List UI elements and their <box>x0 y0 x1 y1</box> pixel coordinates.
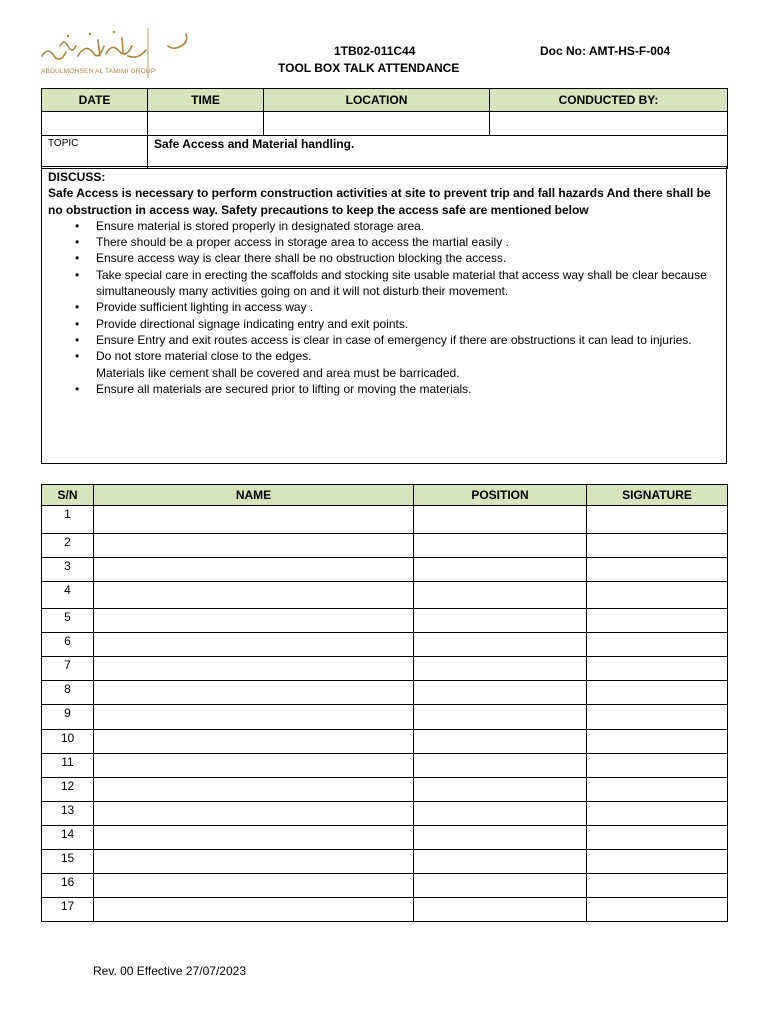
serial-number-cell: 11 <box>42 754 94 778</box>
attendance-header-row <box>42 485 728 506</box>
name-cell[interactable] <box>94 898 414 922</box>
info-entry-row <box>42 112 728 136</box>
info-header-row <box>42 89 728 112</box>
list-item: • There should be a proper access in storage area to access the martial easily . <box>96 234 720 250</box>
name-cell[interactable] <box>94 657 414 681</box>
discussion-box <box>41 166 727 464</box>
table-row <box>42 826 728 850</box>
signature-cell[interactable] <box>587 558 728 582</box>
name-cell[interactable] <box>94 705 414 730</box>
signature-cell[interactable] <box>587 657 728 681</box>
list-item: • Ensure access way is clear there shall be no obstruction blocking the access. <box>96 250 720 266</box>
signature-cell[interactable] <box>587 874 728 898</box>
table-row <box>42 850 728 874</box>
location-header: LOCATION <box>264 89 490 112</box>
position-cell[interactable] <box>414 826 587 850</box>
serial-number-cell: 17 <box>42 898 94 922</box>
serial-number-cell: 8 <box>42 681 94 705</box>
name-cell[interactable] <box>94 633 414 657</box>
topic-label: TOPIC <box>42 136 148 169</box>
safety-points-list <box>48 218 720 397</box>
table-row <box>42 633 728 657</box>
list-item-text: • Do not store material close to the edges. <box>96 349 312 364</box>
signature-cell[interactable] <box>587 705 728 730</box>
attendance-table <box>41 484 728 922</box>
signature-header: SIGNATURE <box>587 485 728 506</box>
serial-number-cell: 10 <box>42 730 94 754</box>
table-row <box>42 582 728 609</box>
table-row <box>42 874 728 898</box>
position-cell[interactable] <box>414 582 587 609</box>
serial-number-cell: 15 <box>42 850 94 874</box>
list-item: • Ensure Entry and exit routes access is clear in case of emergency if there are obstructions it can lead to injuries. <box>96 332 720 348</box>
position-cell[interactable] <box>414 874 587 898</box>
signature-cell[interactable] <box>587 730 728 754</box>
table-row <box>42 705 728 730</box>
name-cell[interactable] <box>94 534 414 558</box>
serial-number-cell: 9 <box>42 705 94 730</box>
table-row <box>42 778 728 802</box>
table-row <box>42 898 728 922</box>
serial-number-cell: 7 <box>42 657 94 681</box>
serial-number-cell: 14 <box>42 826 94 850</box>
name-cell[interactable] <box>94 506 414 534</box>
position-cell[interactable] <box>414 850 587 874</box>
position-cell[interactable] <box>414 558 587 582</box>
position-cell[interactable] <box>414 898 587 922</box>
name-cell[interactable] <box>94 826 414 850</box>
table-row <box>42 802 728 826</box>
position-cell[interactable] <box>414 506 587 534</box>
table-row <box>42 506 728 534</box>
position-cell[interactable] <box>414 681 587 705</box>
list-item: • Ensure all materials are secured prior to lifting or moving the materials. <box>96 381 720 397</box>
serial-number-cell: 1 <box>42 506 94 534</box>
topic-value: Safe Access and Material handling. <box>148 136 728 169</box>
signature-cell[interactable] <box>587 898 728 922</box>
table-row <box>42 681 728 705</box>
signature-cell[interactable] <box>587 802 728 826</box>
position-cell[interactable] <box>414 633 587 657</box>
name-cell[interactable] <box>94 802 414 826</box>
table-row <box>42 609 728 633</box>
serial-number-cell: 5 <box>42 609 94 633</box>
topic-row <box>42 136 728 169</box>
info-table <box>41 88 728 169</box>
serial-number-cell: 12 <box>42 778 94 802</box>
serial-number-cell: 3 <box>42 558 94 582</box>
time-field[interactable] <box>148 112 264 136</box>
sn-header: S/N <box>42 485 94 506</box>
list-item: • Provide directional signage indicating entry and exit points. <box>96 316 720 332</box>
location-field[interactable] <box>264 112 490 136</box>
discuss-heading: DISCUSS: <box>48 170 106 184</box>
serial-number-cell: 13 <box>42 802 94 826</box>
list-item: • Take special care in erecting the scaffolds and stocking site usable material that access way shall be clear because simultaneously many activities going on and it will not disturb their movement. <box>96 267 720 300</box>
position-cell[interactable] <box>414 778 587 802</box>
signature-cell[interactable] <box>587 850 728 874</box>
document-code: 1TB02-011C44 <box>334 44 416 58</box>
name-cell[interactable] <box>94 609 414 633</box>
conducted-by-header: CONDUCTED BY: <box>490 89 728 112</box>
logo-caption: ABDULMOHSEN AL TAMIMI GROUP <box>41 68 156 75</box>
position-cell[interactable] <box>414 657 587 681</box>
table-row <box>42 534 728 558</box>
serial-number-cell: 16 <box>42 874 94 898</box>
list-item: • Ensure material is stored properly in designated storage area. <box>96 218 720 234</box>
position-cell[interactable] <box>414 754 587 778</box>
name-cell[interactable] <box>94 582 414 609</box>
position-cell[interactable] <box>414 730 587 754</box>
conducted-by-field[interactable] <box>490 112 728 136</box>
signature-cell[interactable] <box>587 681 728 705</box>
position-cell[interactable] <box>414 534 587 558</box>
position-cell[interactable] <box>414 705 587 730</box>
list-item <box>96 348 720 381</box>
signature-cell[interactable] <box>587 609 728 633</box>
name-cell[interactable] <box>94 874 414 898</box>
signature-cell[interactable] <box>587 778 728 802</box>
revision-footer: Rev. 00 Effective 27/07/2023 <box>93 964 246 978</box>
serial-number-cell: 2 <box>42 534 94 558</box>
signature-cell[interactable] <box>587 582 728 609</box>
document-title: TOOL BOX TALK ATTENDANCE <box>278 61 460 75</box>
name-cell[interactable] <box>94 754 414 778</box>
name-header: NAME <box>94 485 414 506</box>
table-row <box>42 730 728 754</box>
document-number: Doc No: AMT-HS-F-004 <box>540 44 671 58</box>
position-cell[interactable] <box>414 802 587 826</box>
signature-cell[interactable] <box>587 534 728 558</box>
position-header: POSITION <box>414 485 587 506</box>
list-item: • Provide sufficient lighting in access way . <box>96 299 720 315</box>
list-item-continuation: Materials like cement shall be covered and area must be barricaded. <box>96 365 460 380</box>
table-row <box>42 657 728 681</box>
name-cell[interactable] <box>94 558 414 582</box>
table-row <box>42 754 728 778</box>
time-header: TIME <box>148 89 264 112</box>
name-cell[interactable] <box>94 778 414 802</box>
serial-number-cell: 6 <box>42 633 94 657</box>
signature-cell[interactable] <box>587 826 728 850</box>
attendance-body <box>42 506 728 922</box>
position-cell[interactable] <box>414 609 587 633</box>
name-cell[interactable] <box>94 850 414 874</box>
table-row <box>42 558 728 582</box>
name-cell[interactable] <box>94 730 414 754</box>
signature-cell[interactable] <box>587 633 728 657</box>
name-cell[interactable] <box>94 681 414 705</box>
serial-number-cell: 4 <box>42 582 94 609</box>
signature-cell[interactable] <box>587 506 728 534</box>
signature-cell[interactable] <box>587 754 728 778</box>
discuss-intro: Safe Access is necessary to perform construction activities at site to prevent trip and fall hazards And there shall be no obstruction in access way. Safety precautions to keep the access safe are mentioned below <box>48 186 711 217</box>
date-field[interactable] <box>42 112 148 136</box>
date-header: DATE <box>42 89 148 112</box>
